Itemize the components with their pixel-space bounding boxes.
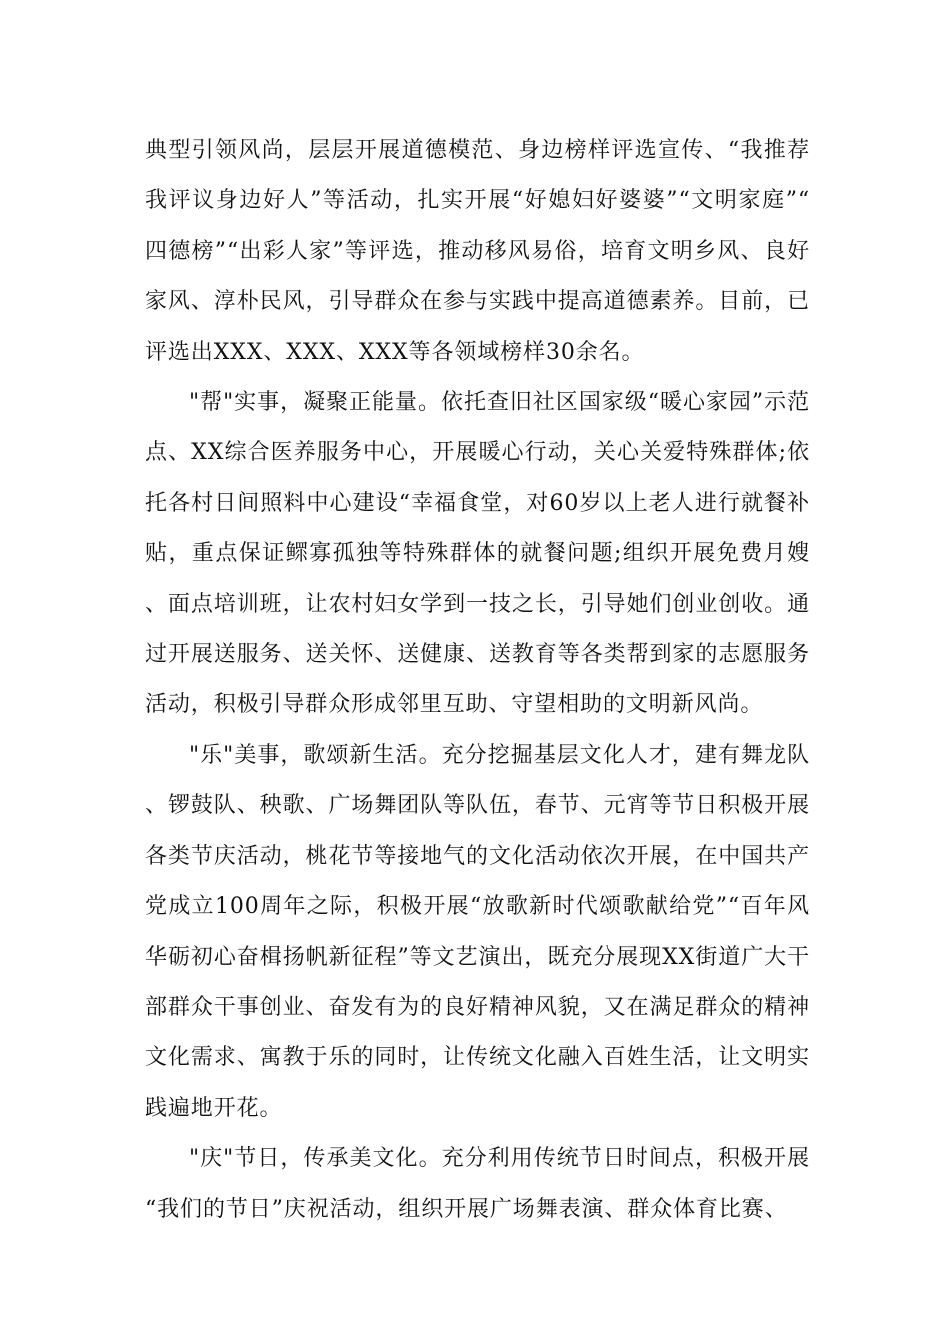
- paragraph-help-affairs: "帮"实事，凝聚正能量。依托查旧社区国家级“暖心家园”示范点、XX综合医养服务中心，开展暖心行动，关心关爱特殊群体;依托各村日间照料中心建设“幸福食堂，对60岁以上老人进行就餐补贴，重点保证鳏寡孤独等特殊群体的就餐问题;组织开展免费月嫂、面点培训班，让农村妇女学到一技之长，引导她们创业创收。通过开展送服务、送关怀、送健康、送教育等各类帮到家的志愿服务活动，积极引导群众形成邻里互助、守望相助的文明新风尚。: [145, 390, 810, 718]
- paragraph-festivals: "庆"节日，传承美文化。充分利用传统节日时间点，积极开展“我们的节日”庆祝活动，组织开展广场舞表演、群众体育比赛、: [145, 1146, 810, 1222]
- document-body: [145, 126, 810, 1235]
- paragraph-role-models: 典型引领风尚，层层开展道德模范、身边榜样评选宣传、“我推荐我评议身边好人”等活动，扎实开展“好媳妇好婆婆”“文明家庭”“四德榜”“出彩人家”等评选，推动移风易俗，培育文明乡风、良好家风、淳朴民风，引导群众在参与实践中提高道德素养。目前，已评选出XXX、XXX、XXX等各领域榜样30余名。: [145, 138, 810, 365]
- paragraph-joyful-affairs: "乐"美事，歌颂新生活。充分挖掘基层文化人才，建有舞龙队、锣鼓队、秧歌、广场舞团队等队伍，春节、元宵等节日积极开展各类节庆活动，桃花节等接地气的文化活动依次开展，在中国共产党成立100周年之际，积极开展“放歌新时代颂歌献给党”“百年风华砺初心奋楫扬帆新征程”等文艺演出，既充分展现XX街道广大干部群众干事创业、奋发有为的良好精神风貌，又在满足群众的精神文化需求、寓教于乐的同时，让传统文化融入百姓生活，让文明实践遍地开花。: [145, 742, 810, 1121]
